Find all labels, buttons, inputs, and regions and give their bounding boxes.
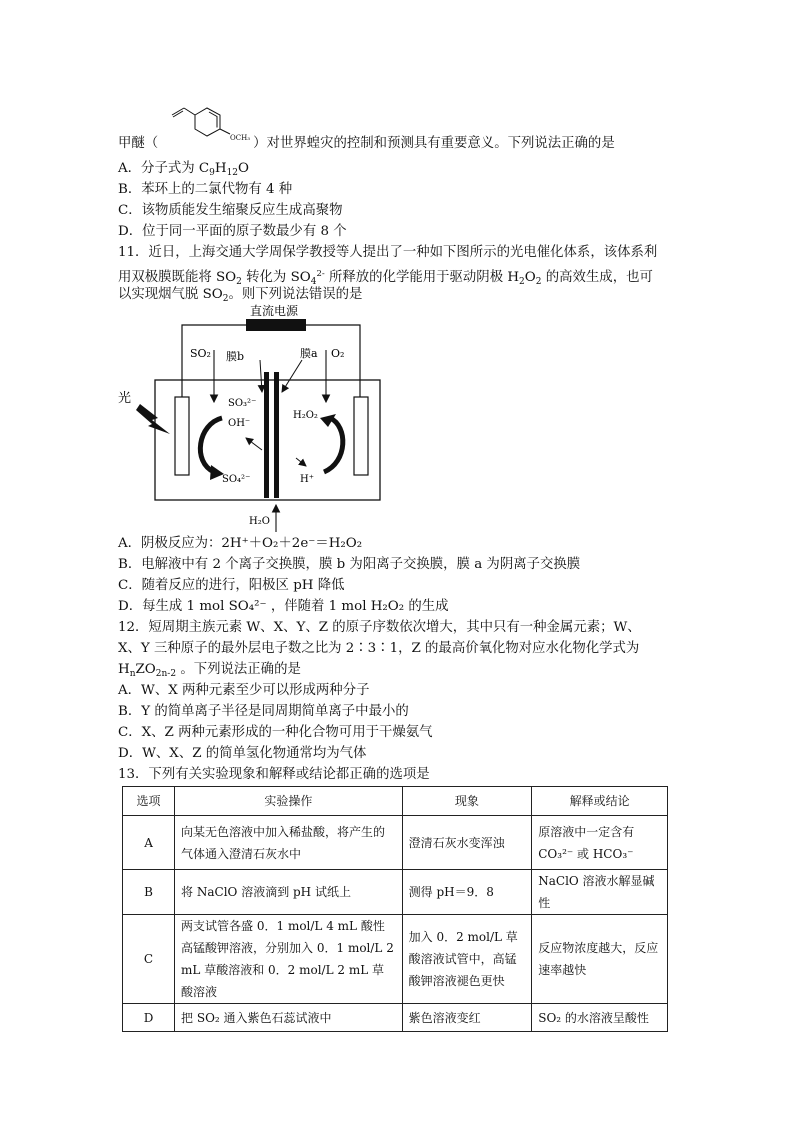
cell-conclusion: SO₂ 的水溶液呈酸性 <box>532 1004 668 1032</box>
cell-conclusion: 原溶液中一定含有 CO₃²⁻ 或 HCO₃⁻ <box>532 816 668 870</box>
q10-option-d: D．位于同一平面的原子数最少有 8 个 <box>118 224 347 239</box>
q12-option-b: B．Y 的简单离子半径是同周期简单离子中最小的 <box>118 704 409 719</box>
right-cycle-arrow <box>324 418 343 472</box>
q12-stem-line3: $H_nZO_{2n-2}$ 。下列说法正确的是 <box>118 662 301 679</box>
q12-option-c: C．X、Z 两种元素形成的一种化合物可用于干燥氨气 <box>118 725 433 740</box>
cell-option: C <box>123 915 175 1004</box>
table-header-row <box>123 787 668 816</box>
header-option: 选项 <box>123 787 175 816</box>
och3-label: OCH₃ <box>230 134 250 142</box>
cell-operation: 将 NaClO 溶液滴到 pH 试纸上 <box>175 870 403 915</box>
electrolysis-diagram <box>110 302 410 534</box>
cell-phenomenon: 加入 0．2 mol/L 草酸溶液试管中，高锰酸钾溶液褪色更快 <box>402 915 532 1004</box>
table-row <box>123 816 668 870</box>
so4-label: SO₄²⁻ <box>222 474 251 485</box>
oh-label: OH⁻ <box>228 418 251 429</box>
cell-option: D <box>123 1004 175 1032</box>
hplus-label: H⁺ <box>300 474 314 485</box>
o2-label: O₂ <box>331 347 345 360</box>
cell-phenomenon: 测得 pH＝9．8 <box>402 870 532 915</box>
q11-stem-line2: 用双极膜既能将 $SO_2$ 转化为 $SO_4^{2-}$ 所释放的化学能用于驱动阴极 $H_2O_2$ 的高效生成，也可 <box>118 269 653 287</box>
cell-option: A <box>123 816 175 870</box>
left-electrode <box>175 397 189 475</box>
cell-phenomenon: 紫色溶液变红 <box>402 1004 532 1032</box>
cell-operation: 两支试管各盛 0．1 mol/L 4 mL 酸性高锰酸钾溶液，分别加入 0．1 mol/L 2 mL 草酸溶液和 0．2 mol/L 2 mL 草酸溶液 <box>175 915 403 1004</box>
q12-stem-line1: 12．短周期主族元素 W、X、Y、Z 的原子序数依次增大，其中只有一种金属元素；W、 <box>118 620 641 635</box>
q12-option-a: A．W、X 两种元素至少可以形成两种分子 <box>118 683 370 698</box>
q10-option-c: C．该物质能发生缩聚反应生成高聚物 <box>118 203 343 218</box>
q11-stem-line1: 11．近日，上海交通大学周保学教授等人提出了一种如下图所示的光电催化体系，该体系利 <box>118 245 658 260</box>
header-conclusion: 解释或结论 <box>532 787 668 816</box>
q12-option-d: D．W、X、Z 的简单氢化物通常均为气体 <box>118 746 367 761</box>
q10-option-b: B．苯环上的二氯代物有 4 种 <box>118 182 293 197</box>
lightning-icon <box>136 404 170 434</box>
q13-stem: 13．下列有关实验现象和解释或结论都正确的选项是 <box>118 767 430 782</box>
table-row <box>123 870 668 915</box>
cell-phenomenon: 澄清石灰水变浑浊 <box>402 816 532 870</box>
q11-option-d: D．每生成 1 mol SO₄²⁻ ，伴随着 1 mol H₂O₂ 的生成 <box>118 599 449 614</box>
experiment-table <box>122 786 668 1032</box>
membrane-a <box>274 372 279 498</box>
cell-operation: 把 SO₂ 通入紫色石蕊试液中 <box>175 1004 403 1032</box>
so3-label: SO₃²⁻ <box>228 398 257 409</box>
header-phenomenon: 现象 <box>402 787 532 816</box>
cell-option: B <box>123 870 175 915</box>
cell-conclusion: 反应物浓度越大，反应速率越快 <box>532 915 668 1004</box>
light-label: 光 <box>118 391 132 406</box>
q10-option-a: A．分子式为 $C_9H_{12}O$ <box>118 161 249 178</box>
so2-label: SO₂ <box>190 347 211 360</box>
membrane-b <box>264 372 269 498</box>
cell-operation: 向某无色溶液中加入稀盐酸，将产生的气体通入澄清石灰水中 <box>175 816 403 870</box>
q12-stem-line2: X、Y 三种原子的最外层电子数之比为 2∶3∶1，Z 的最高价氧化物对应水化物化学式为 <box>118 641 640 656</box>
q11-option-b: B．电解液中有 2 个离子交换膜，膜 b 为阳离子交换膜，膜 a 为阴离子交换膜 <box>118 557 581 572</box>
q10-stem: 甲醚（ ）对世界蝗灾的控制和预测具有重要意义。下列说法正确的是 <box>118 136 615 151</box>
q11-stem-line3: 以实现烟气脱 $SO_2$。则下列说法错误的是 <box>118 287 363 304</box>
cell-conclusion: NaClO 溶液水解显碱性 <box>532 870 668 915</box>
table-row <box>123 915 668 1004</box>
h2o2-label: H₂O₂ <box>293 410 318 421</box>
q11-option-c: C．随着反应的进行，阳极区 pH 降低 <box>118 578 345 593</box>
power-supply <box>246 319 306 331</box>
membrane-b-label: 膜b <box>226 350 245 363</box>
h2o-label: H₂O <box>249 516 270 527</box>
header-operation: 实验操作 <box>175 787 403 816</box>
left-cycle-arrow <box>200 418 222 472</box>
q11-option-a: A．阴极反应为：2H⁺＋O₂＋2e⁻＝H₂O₂ <box>118 536 363 551</box>
table-row <box>123 1004 668 1032</box>
right-electrode <box>354 397 368 475</box>
power-label: 直流电源 <box>250 304 299 318</box>
membrane-a-label: 膜a <box>300 347 318 360</box>
